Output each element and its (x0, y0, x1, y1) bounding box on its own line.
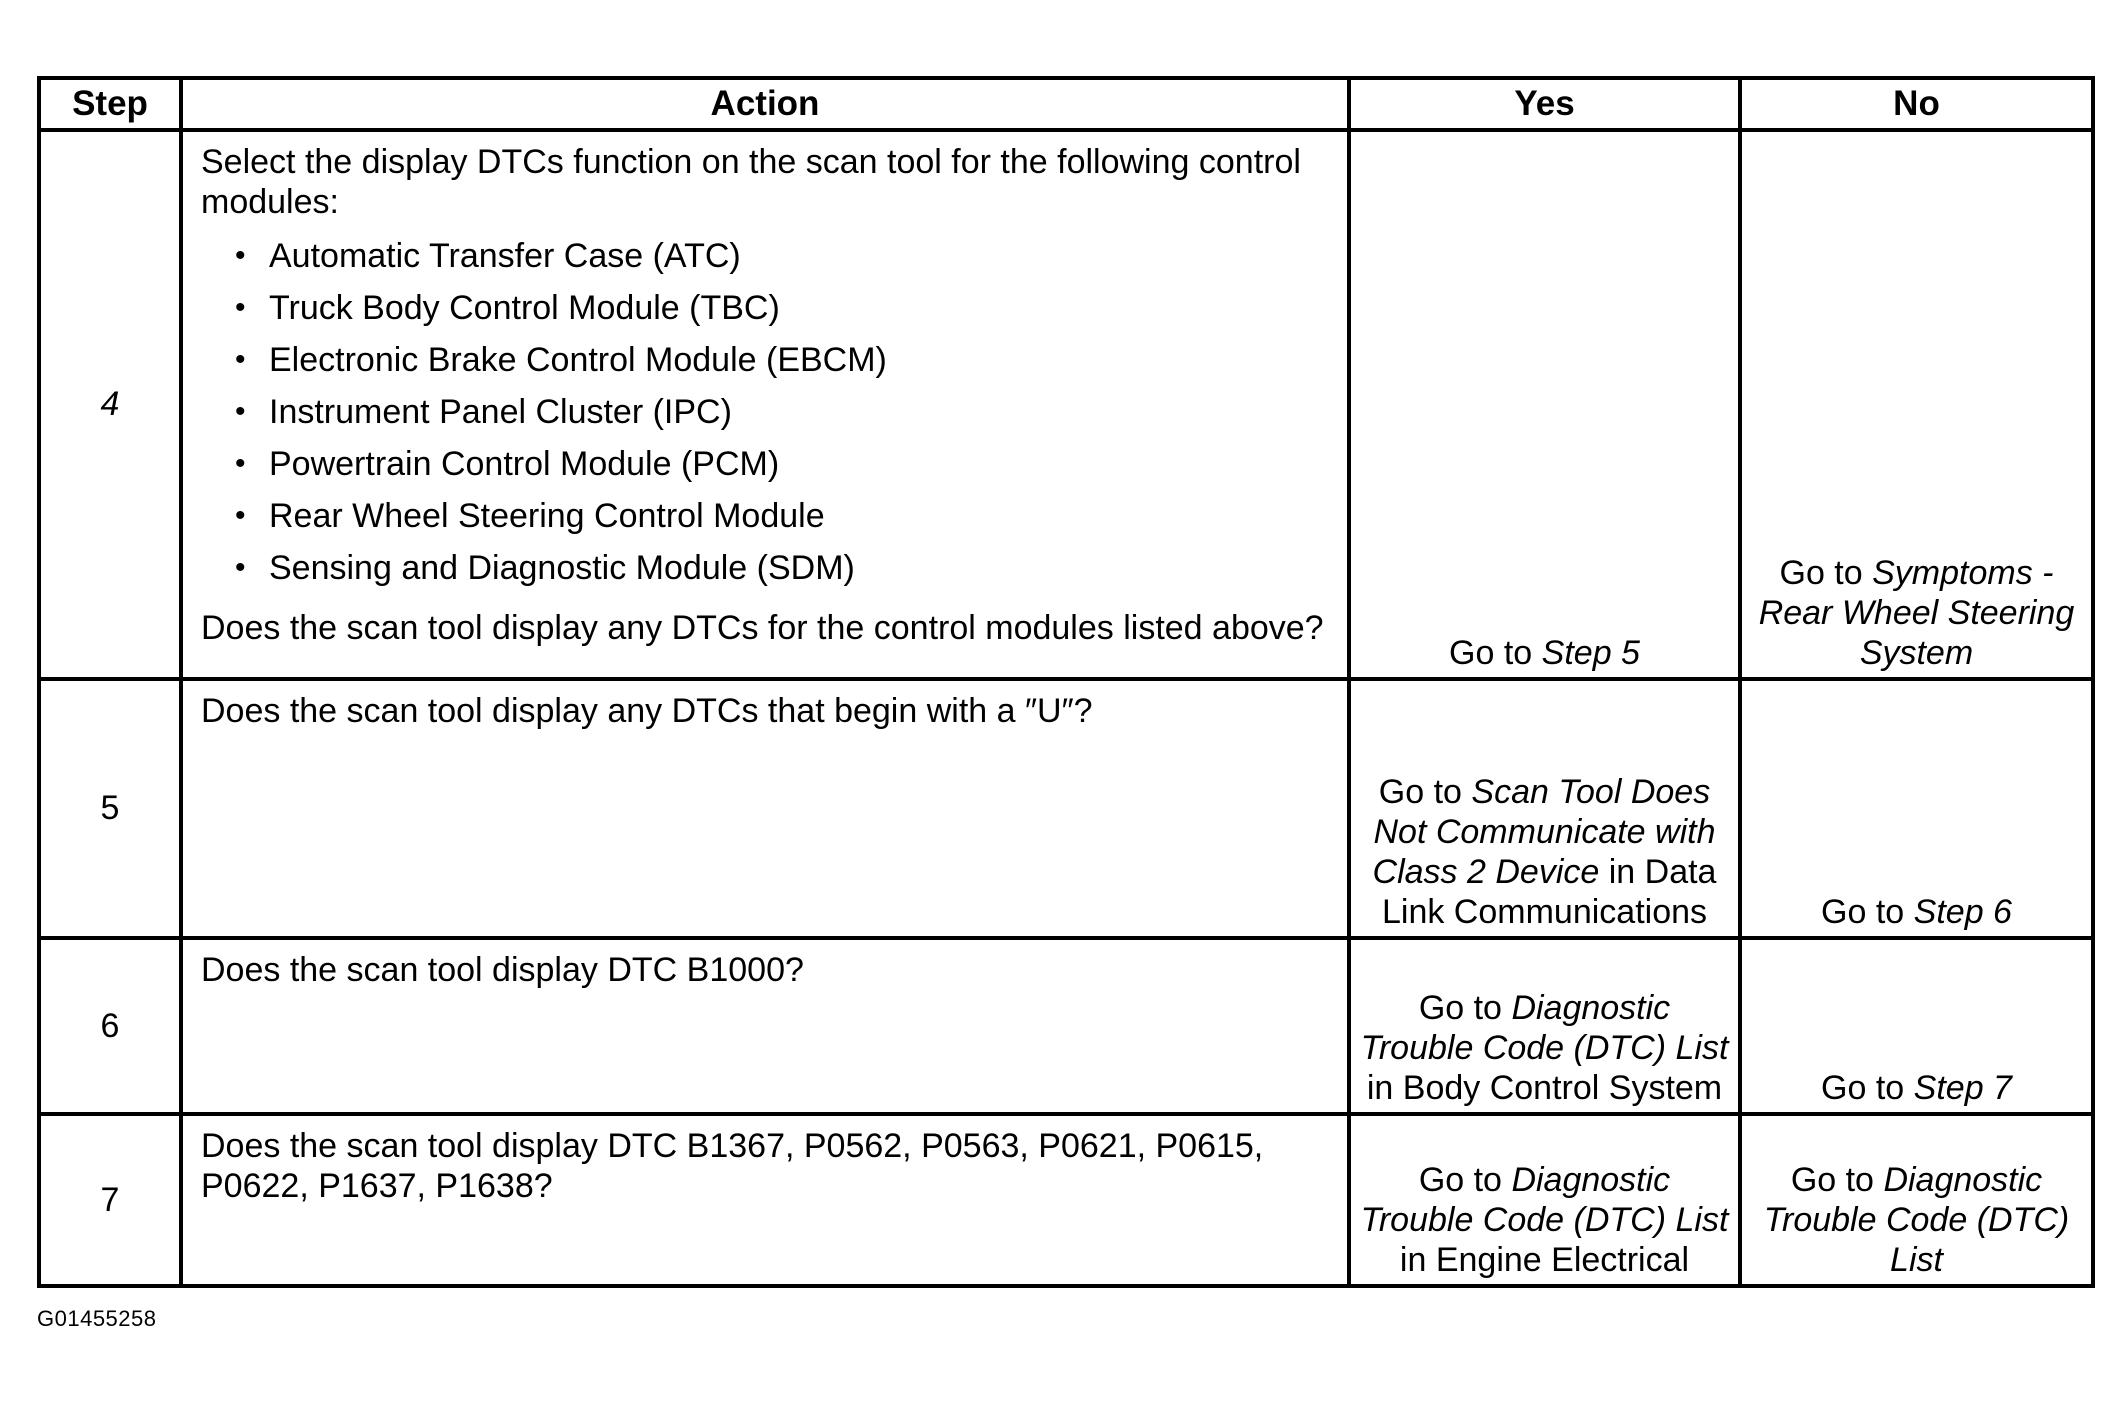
bullet-icon: • (235, 499, 246, 532)
yes-cell (1349, 938, 1740, 1114)
no-cell (1740, 938, 2093, 1114)
step-number: 5 (39, 679, 181, 938)
list-item-label: Rear Wheel Steering Control Module (269, 497, 825, 535)
yes-link[interactable]: Diagnostic Trouble Code (DTC) List (1360, 1161, 1729, 1239)
step-number: 7 (39, 1114, 181, 1286)
action-question: Does the scan tool display DTC B1367, P0562, P0563, P0621, P0615, P0622, P1637, P1638? (201, 1127, 1264, 1205)
list-item (235, 546, 1333, 598)
no-link[interactable]: Step 7 (1913, 1069, 2012, 1107)
no-prefix: Go to (1790, 1161, 1874, 1199)
table-row (39, 679, 2093, 938)
yes-prefix: Go to (1449, 634, 1533, 672)
list-item-label: Truck Body Control Module (TBC) (269, 289, 780, 327)
action-question: Does the scan tool display DTC B1000? (201, 951, 804, 989)
list-item (235, 234, 1333, 286)
no-cell (1740, 130, 2093, 679)
yes-prefix: Go to (1418, 989, 1502, 1027)
header-row (39, 78, 2093, 130)
no-cell (1740, 679, 2093, 938)
bullet-icon: • (235, 395, 246, 428)
bullet-icon: • (235, 447, 246, 480)
list-item-label: Sensing and Diagnostic Module (SDM) (269, 549, 855, 587)
figure-id: G01455258 (37, 1306, 157, 1331)
bullet-icon: • (235, 343, 246, 376)
header-no: No (1740, 78, 2093, 130)
list-item (235, 338, 1333, 390)
yes-cell (1349, 130, 1740, 679)
no-prefix: Go to (1821, 893, 1905, 931)
action-intro: Select the display DTCs function on the scan tool for the following control modules: (201, 143, 1301, 221)
yes-cell (1349, 679, 1740, 938)
list-item-label: Electronic Brake Control Module (EBCM) (269, 341, 887, 379)
action-cell (181, 1114, 1349, 1286)
list-item-label: Instrument Panel Cluster (IPC) (269, 393, 732, 431)
no-prefix: Go to (1779, 554, 1863, 592)
yes-suffix: in Data Link Communications (1381, 853, 1717, 931)
header-step: Step (39, 78, 181, 130)
no-link[interactable]: Diagnostic Trouble Code (DTC) List (1763, 1161, 2070, 1279)
table-row (39, 1114, 2093, 1286)
no-cell (1740, 1114, 2093, 1286)
yes-prefix: Go to (1418, 1161, 1502, 1199)
list-item-label: Automatic Transfer Case (ATC) (269, 237, 741, 275)
bullet-icon: • (235, 291, 246, 324)
yes-suffix: in Body Control System (1366, 1069, 1723, 1107)
yes-prefix: Go to (1378, 773, 1462, 811)
list-item (235, 286, 1333, 338)
no-link[interactable]: Step 6 (1913, 893, 2012, 931)
list-item-label: Powertrain Control Module (PCM) (269, 445, 780, 483)
action-question: Does the scan tool display any DTCs that begin with a ″U″? (201, 692, 1093, 730)
header-yes: Yes (1349, 78, 1740, 130)
list-item (235, 494, 1333, 546)
action-question: Does the scan tool display any DTCs for the control modules listed above? (201, 609, 1324, 647)
yes-link[interactable]: Scan Tool Does Not Communicate with Class 2 Device (1372, 773, 1716, 891)
bullet-icon: • (235, 551, 246, 584)
action-cell (181, 938, 1349, 1114)
header-action: Action (181, 78, 1349, 130)
action-cell (181, 130, 1349, 679)
yes-suffix: in Engine Electrical (1399, 1241, 1690, 1279)
table-row (39, 938, 2093, 1114)
module-list (201, 234, 1333, 598)
list-item (235, 390, 1333, 442)
table-row (39, 130, 2093, 679)
bullet-icon: • (235, 239, 246, 272)
diagnostic-table (37, 76, 2095, 1288)
action-cell (181, 679, 1349, 938)
yes-cell (1349, 1114, 1740, 1286)
yes-link[interactable]: Step 5 (1541, 634, 1640, 672)
list-item (235, 442, 1333, 494)
no-link[interactable]: Symptoms - Rear Wheel Steering System (1758, 554, 2075, 672)
step-number: 6 (39, 938, 181, 1114)
step-number: 4 (39, 130, 181, 679)
no-prefix: Go to (1821, 1069, 1905, 1107)
yes-link[interactable]: Diagnostic Trouble Code (DTC) List (1360, 989, 1729, 1067)
